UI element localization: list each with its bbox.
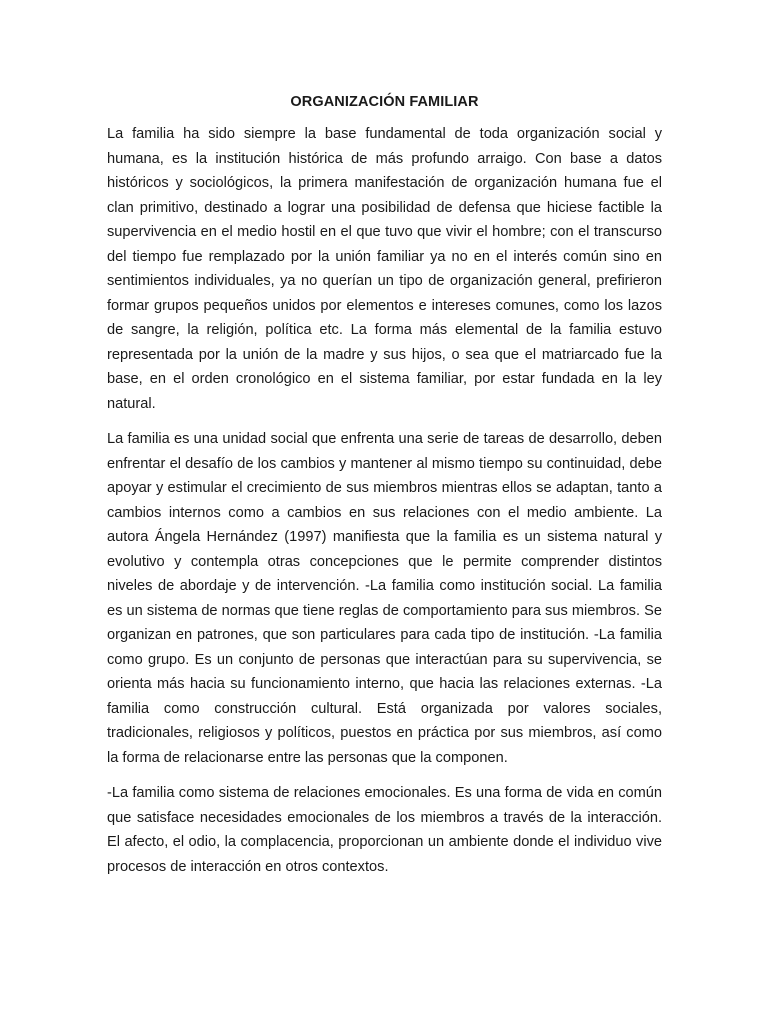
- document-title: ORGANIZACIÓN FAMILIAR: [290, 94, 479, 110]
- paragraph-2: La familia es una unidad social que enfrenta una serie de tareas de desarrollo, deben enfrentar el desafío de los cambios y mantener al mismo tiempo su continuidad, debe apoyar y estimular el crecimiento de sus miembros mientras ellos se adaptan, tanto a cambios internos como a cambios en sus relaciones con el medio ambiente. La autora Ángela Hernández (1997) manifiesta que la familia es un sistema natural y evolutivo y contempla otras concepciones que le permite comprender distintos niveles de abordaje y de intervención. -La familia como institución social. La familia es un sistema de normas que tiene reglas de comportamiento para sus miembros. Se organizan en patrones, que son particulares para cada tipo de institución. -La familia como grupo. Es un conjunto de personas que interactúan para su supervivencia, se orienta más hacia su funcionamiento interno, que hacia las relaciones externas. -La familia como construcción cultural. Está organizada por valores sociales, tradicionales, religiosos y políticos, puestos en práctica por sus miembros, así como la forma de relacionarse entre las personas que la componen.: [107, 431, 662, 766]
- paragraph-3: -La familia como sistema de relaciones emocionales. Es una forma de vida en común que satisface necesidades emocionales de los miembros a través de la interacción. El afecto, el odio, la complacencia, proporcionan un ambiente donde el individuo vive procesos de interacción en otros contextos.: [107, 785, 662, 875]
- document-body: [107, 92, 662, 890]
- paragraph-1: La familia ha sido siempre la base fundamental de toda organización social y humana, es la institución histórica de más profundo arraigo. Con base a datos históricos y sociológicos, la primera manifestación de organización humana fue el clan primitivo, destinado a lograr una posibilidad de defensa que hiciese factible la supervivencia en el medio hostil en el que tuvo que vivir el hombre; con el transcurso del tiempo fue remplazado por la unión familiar ya no en el interés común sino en sentimientos individuales, ya no querían un tipo de organización general, prefirieron formar grupos pequeños unidos por elementos e intereses comunes, como los lazos de sangre, la religión, política etc. La forma más elemental de la familia estuvo representada por la unión de la madre y sus hijos, o sea que el matriarcado fue la base, en el orden cronológico en el sistema familiar, por estar fundada en la ley natural.: [107, 126, 662, 412]
